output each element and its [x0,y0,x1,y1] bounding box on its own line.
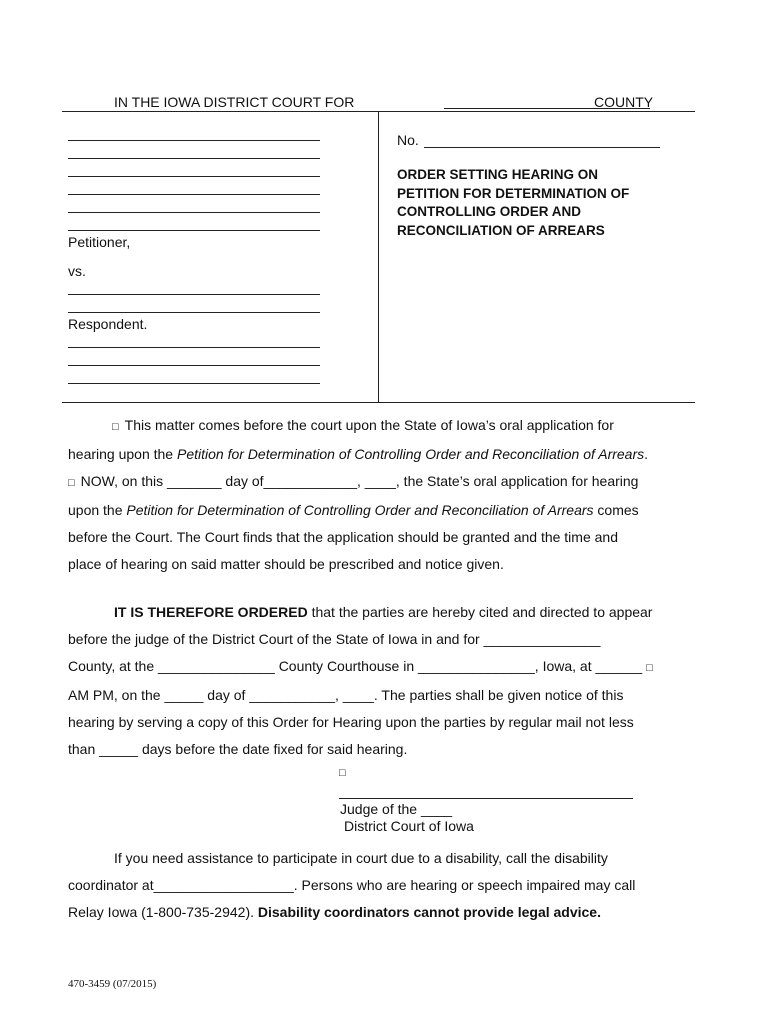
application-line-4: upon the Petition for Determination of Controlling Order and Reconciliation of Arrears comes [68,502,639,518]
case-number-field[interactable] [424,147,660,148]
order-paragraph [68,599,708,763]
petitioner-name-line[interactable] [68,176,320,177]
respondent-name-line[interactable] [68,365,320,366]
petition-title: Petition for Determination of Controlling Order and Reconciliation of Arrears [176,446,645,462]
application-line-6: place of hearing on said matter should be prescribed and notice given. [68,556,504,572]
court-header [62,93,695,112]
respondent-name-line[interactable] [68,294,320,295]
petitioner-name-line[interactable] [68,194,320,195]
order-title-line: RECONCILIATION OF ARREARS [397,222,605,238]
form-number: 470-3459 (07/2015) [68,978,157,990]
petitioner-name-line[interactable] [68,212,320,213]
application-line-2: hearing upon the Petition for Determination of Controlling Order and Reconciliation of Arrears. [68,446,649,462]
versus-label: vs. [68,263,86,279]
order-title-line: PETITION FOR DETERMINATION OF [397,185,630,201]
disability-line-2: coordinator at__________________. Persons who are hearing or speech impaired may call [68,877,636,893]
application-line-3: □ NOW, on this _______ day of____________, ____, the State’s oral application for hearing [68,468,708,497]
disability-notice [68,845,708,926]
respondent-name-line[interactable] [68,312,320,313]
ordered-heading: IT IS THEREFORE ORDERED [114,604,308,620]
order-title-line: ORDER SETTING HEARING ON [397,167,599,182]
petition-title: Petition for Determination of Controlling Order and Reconciliation of Arrears [126,502,594,518]
legal-advice-warning: Disability coordinators cannot provide legal advice. [257,904,601,920]
oral-application-checkbox[interactable]: □ [112,421,119,433]
respondent-label: Respondent. [68,316,148,332]
case-number-label: No. [397,132,419,148]
application-paragraph [68,412,708,578]
order-line-2: before the judge of the District Court of the State of Iowa in and for _______________ [68,631,601,647]
court-name-prefix: IN THE IOWA DISTRICT COURT FOR [114,94,355,110]
respondent-name-line[interactable] [68,347,320,348]
order-line-3: County, at the _______________ County Courthouse in _______________, Iowa, at ______ □ [68,653,708,682]
caption-parties [62,112,378,402]
order-title-line: CONTROLLING ORDER AND [397,204,581,219]
petitioner-name-line[interactable] [68,140,320,141]
judge-signature-line[interactable] [339,798,633,799]
application-line-5: before the Court. The Court finds that the application should be granted and the time and [68,529,618,545]
signature-checkbox[interactable]: □ [339,767,346,779]
petitioner-name-line[interactable] [68,230,320,231]
caption-case-info [379,112,695,402]
application-line-1: □ This matter comes before the court upon the State of Iowa’s oral application for [68,412,708,441]
petitioner-name-line[interactable] [68,158,320,159]
am-pm-checkbox[interactable]: □ [646,662,653,674]
order-line-1: IT IS THEREFORE ORDERED that the parties are hereby cited and directed to appear [114,604,653,620]
now-on-this-checkbox[interactable]: □ [68,477,75,489]
order-title [397,166,687,240]
order-line-5: hearing by serving a copy of this Order for Hearing upon the parties by regular mail not less [68,714,634,730]
disability-line-1: If you need assistance to participate in court due to a disability, call the disability [114,850,608,866]
respondent-name-line[interactable] [68,383,320,384]
petitioner-label: Petitioner, [68,234,131,250]
disability-line-3: Relay Iowa (1-800-735-2942). Disability coordinators cannot provide legal advice. [68,904,601,920]
court-name: District Court of Iowa [344,818,474,834]
county-label: COUNTY [594,94,654,110]
order-line-6: than _____ days before the date fixed for said hearing. [68,741,408,757]
order-line-4: AM PM, on the _____ day of ___________, ____. The parties shall be given notice of this [68,687,624,703]
caption-bottom-rule [62,402,695,403]
judge-title: Judge of the ____ [340,801,453,817]
